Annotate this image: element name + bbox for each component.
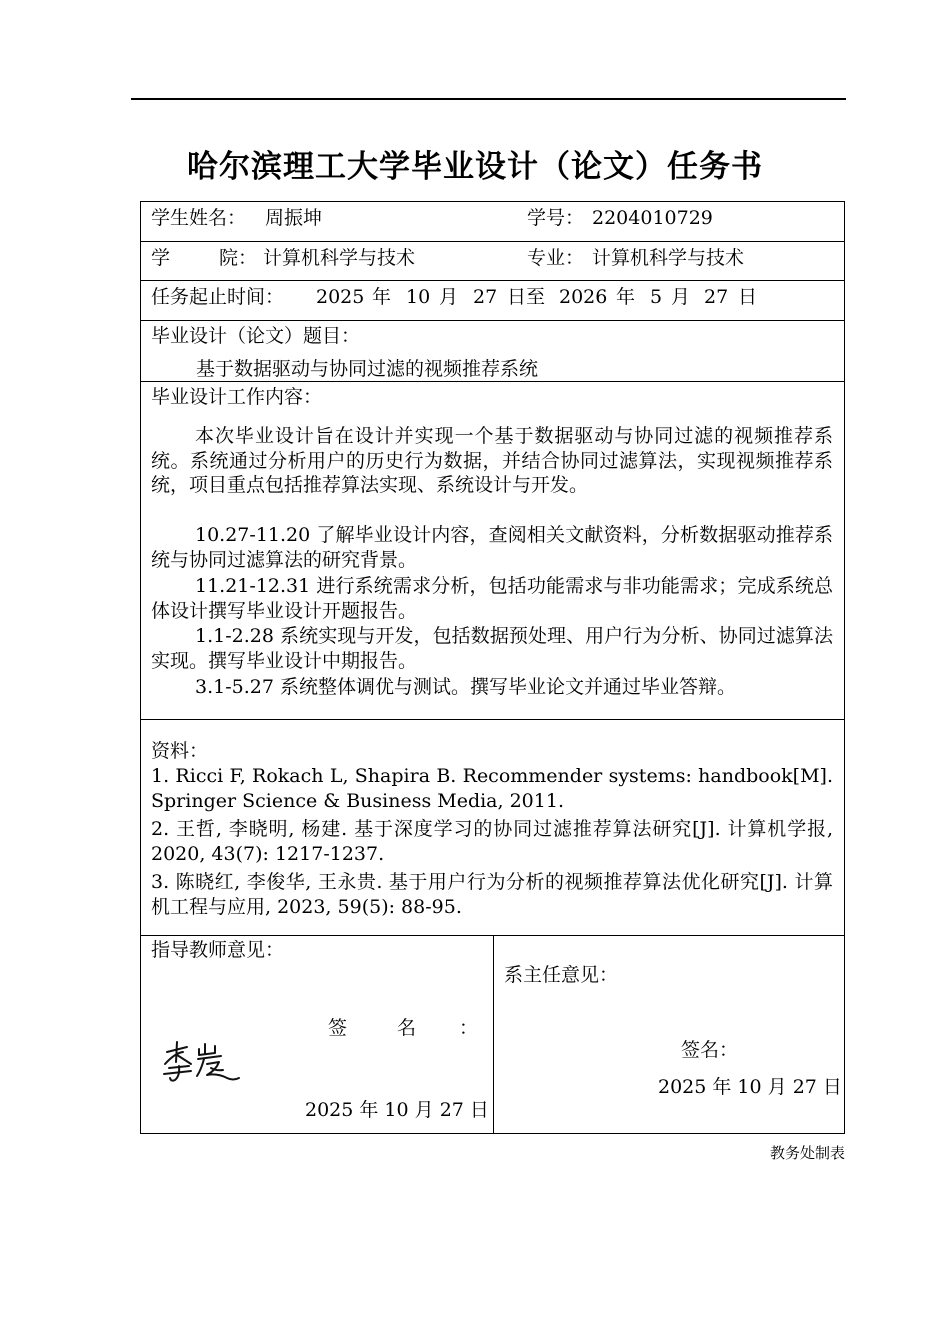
period-label: 任务起止时间：	[151, 286, 285, 308]
head-sign-label: 签名：	[681, 1039, 739, 1061]
college-label-b: 院：	[219, 247, 258, 269]
work-intro: 本次毕业设计旨在设计并实现一个基于数据驱动与协同过滤的视频推荐系统。系统通过分析用户的历史行为数据，并结合协同过滤算法，实现视频推荐系统，项目重点包括推荐算法实现、系统设计与开发。	[151, 425, 833, 496]
student-id: 2204010729	[592, 207, 713, 229]
opinion-divider	[493, 936, 494, 1134]
footer-note: 教务处制表	[769, 1144, 845, 1162]
work-content-label: 毕业设计工作内容：	[151, 386, 323, 408]
student-name-label: 学生姓名：	[151, 207, 247, 229]
advisor-sign-char-c: ：	[459, 1017, 479, 1039]
reference-item: 3. 陈晓红, 李俊华, 王永贵. 基于用户行为分析的视频推荐算法优化研究[J]. 计算机工程与应用, 2023, 59(5): 88-95.	[151, 871, 833, 918]
start-year: 2025	[316, 286, 365, 308]
head-opinion-label: 系主任意见：	[504, 964, 619, 986]
end-day: 27	[704, 286, 729, 308]
topic-row	[141, 321, 844, 382]
period-row	[141, 281, 844, 321]
task-form	[140, 201, 845, 1134]
student-id-label: 学号：	[527, 207, 585, 229]
end-month-char: 月	[671, 286, 691, 308]
document-title: 哈尔滨理工大学毕业设计（论文）任务书	[187, 149, 763, 185]
advisor-date: 2025 年 10 月 27 日	[305, 1099, 489, 1121]
start-month: 10	[406, 286, 431, 308]
start-month-char: 月	[439, 286, 459, 308]
schedule-item: 3.1-5.27 系统整体调优与测试。撰写毕业论文并通过毕业答辩。	[195, 676, 736, 698]
schedule-item: 1.1-2.28 系统实现与开发，包括数据预处理、用户行为分析、协同过滤算法实现。撰写毕业设计中期报告。	[151, 625, 833, 672]
work-content-row	[141, 382, 844, 720]
start-day: 27	[473, 286, 498, 308]
topic-value: 基于数据驱动与协同过滤的视频推荐系统	[196, 358, 539, 380]
reference-item: 2. 王哲, 李晓明, 杨建. 基于深度学习的协同过滤推荐算法研究[J]. 计算机学报, 2020, 43(7): 1217-1237.	[151, 818, 833, 865]
head-date: 2025 年 10 月 27 日	[658, 1076, 842, 1098]
end-year-char: 年	[616, 286, 636, 308]
end-month: 5	[650, 286, 663, 308]
college-row	[141, 242, 844, 281]
start-year-char: 年	[372, 286, 392, 308]
reference-item: 1. Ricci F, Rokach L, Shapira B. Recommender systems: handbook[M]. Springer Science & Business Media, 2011.	[151, 765, 833, 812]
student-name: 周振坤	[265, 207, 323, 229]
advisor-sign-char-a: 签	[328, 1017, 348, 1039]
advisor-sign-char-b: 名	[397, 1017, 417, 1039]
end-day-char: 日	[738, 286, 758, 308]
topic-label: 毕业设计（论文）题目：	[151, 325, 361, 347]
references-label: 资料：	[151, 740, 209, 762]
references-row	[141, 720, 844, 936]
top-rule	[131, 98, 846, 100]
end-year: 2026	[559, 286, 608, 308]
schedule-item: 10.27-11.20 了解毕业设计内容，查阅相关文献资料，分析数据驱动推荐系统与协同过滤算法的研究背景。	[151, 524, 833, 571]
major-value: 计算机科学与技术	[592, 247, 745, 269]
schedule-item: 11.21-12.31 进行系统需求分析，包括功能需求与非功能需求；完成系统总体设计撰写毕业设计开题报告。	[151, 575, 833, 622]
college-label-a: 学	[151, 247, 171, 269]
period-to: 日至	[507, 286, 546, 308]
college-value: 计算机科学与技术	[263, 247, 416, 269]
advisor-handwritten-signature	[161, 1040, 243, 1086]
student-row	[141, 202, 844, 242]
advisor-opinion-label: 指导教师意见：	[151, 939, 285, 961]
major-label: 专业：	[527, 247, 585, 269]
